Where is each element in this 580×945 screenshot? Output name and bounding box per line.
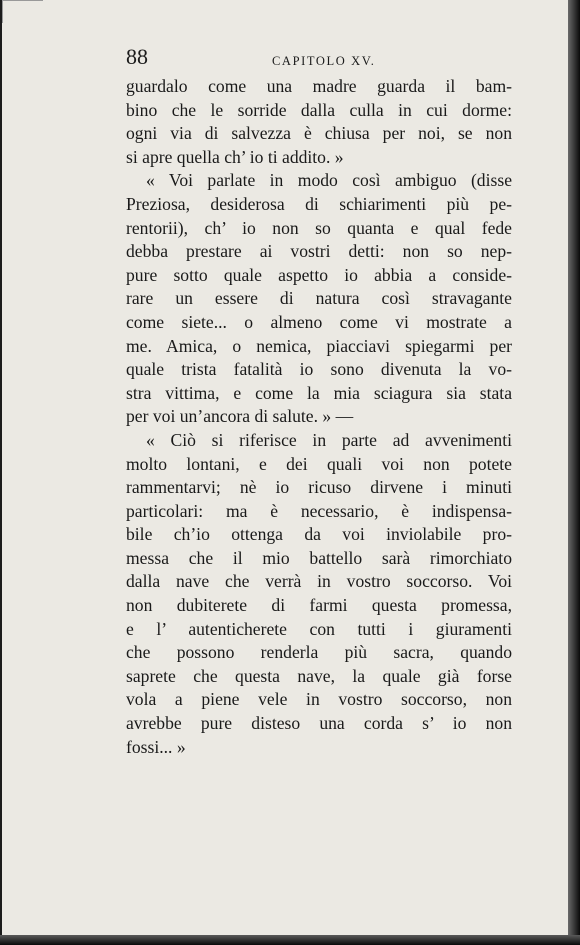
- text-line: debba prestare ai vostri detti: non so nep-: [126, 241, 512, 262]
- text-line: rare un essere di natura così stravagante: [126, 288, 512, 309]
- running-head: [126, 44, 512, 74]
- text-line: per voi un’ancora di salute. » —: [126, 406, 354, 427]
- text-line: avrebbe pure disteso una corda s’ io non: [126, 713, 512, 734]
- text-line: bino che le sorride dalla culla in cui dorme:: [126, 99, 512, 120]
- text-line: ogni via di salvezza è chiusa per noi, se non: [126, 123, 512, 144]
- text-line: « Ciò si riferisce in parte ad avvenimenti: [146, 429, 512, 450]
- text-line: saprete che questa nave, la quale già forse: [126, 665, 512, 686]
- text-line: stra vittima, e come la mia sciagura sia stata: [126, 382, 512, 403]
- text-line: quale trista fatalità io sono divenuta la vo-: [126, 359, 512, 380]
- book-spine-shadow: [568, 0, 580, 945]
- text-line: dalla nave che verrà in vostro soccorso. Voi: [126, 571, 512, 592]
- text-line: Preziosa, desiderosa di schiarimenti più pe-: [126, 193, 512, 214]
- text-line: si apre quella ch’ io ti addito. »: [126, 146, 344, 167]
- text-line: me. Amica, o nemica, piacciavi spiegarmi per: [126, 335, 512, 356]
- page-bottom-shadow: [0, 935, 580, 945]
- text-line: non dubiterete di farmi questa promessa,: [126, 595, 512, 616]
- text-line: che possono renderla più sacra, quando: [126, 642, 512, 663]
- chapter-title: CAPITOLO XV.: [272, 54, 376, 68]
- text-line: rammentarvi; nè io ricuso dirvene i minuti: [126, 477, 512, 498]
- text-line: molto lontani, e dei quali voi non potete: [126, 453, 512, 474]
- page-number: 88: [126, 44, 148, 69]
- text-line: particolari: ma è necessario, è indispensa-: [126, 500, 512, 521]
- book-page: [2, 0, 568, 935]
- text-line: guardalo come una madre guarda il bam-: [126, 76, 512, 96]
- body-text: [126, 75, 512, 759]
- text-line: come siete... o almeno come vi mostrate a: [126, 311, 512, 332]
- text-line: fossi... »: [126, 736, 186, 757]
- text-line: vola a piene vele in vostro soccorso, non: [126, 689, 512, 710]
- text-line: e l’ autenticherete con tutti i giuramenti: [126, 618, 512, 639]
- page-corner-fold: [2, 0, 43, 23]
- text-line: bile ch’io ottenga da voi inviolabile pro-: [126, 524, 512, 545]
- text-line: rentorii), ch’ io non so quanta e qual fede: [126, 217, 512, 238]
- text-line: « Voi parlate in modo così ambiguo (disse: [146, 170, 512, 191]
- text-line: pure sotto quale aspetto io abbia a conside-: [126, 264, 512, 285]
- text-line: messa che il mio battello sarà rimorchiato: [126, 547, 512, 568]
